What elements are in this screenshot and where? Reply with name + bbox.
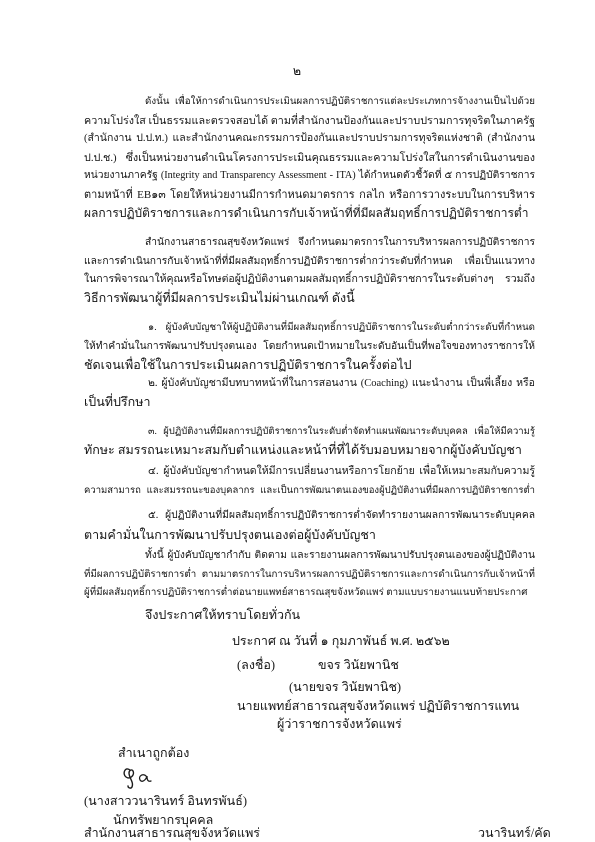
certified-copy-office: สำนักงานสาธารณสุขจังหวัดแพร่: [84, 826, 261, 840]
signer-on-behalf: ผู้ว่าราชการจังหวัดแพร่: [277, 717, 402, 731]
body-text-line: ผลการปฏิบัติราชการและการดำเนินการกับเจ้าหน้าที่ที่มีผลสัมฤทธิ์การปฏิบัติราชการต่ำ: [84, 206, 529, 220]
body-text-line: ดังนั้น เพื่อให้การดำเนินการประเมินผลการปฏิบัติราชการแต่ละประเภทการจ้างงานเป็นไปด้วย: [145, 96, 535, 107]
body-text-line: ความโปร่งใส เป็นธรรมและตรวจสอบได้ ตามที่สำนักงานป้องกันและปราบปรามการทุจริตในภาครัฐ: [84, 115, 536, 127]
body-text-line: ป.ป.ช.) ซึ่งเป็นหน่วยงานดำเนินโครงการประเมินคุณธรรมและความโปร่งใสในการดำเนินงานของ: [84, 152, 535, 164]
certified-copy-label: สำเนาถูกต้อง: [118, 746, 190, 760]
copied-by-note: วนารินทร์/คัด: [478, 826, 551, 840]
body-text-line: ๔. ผู้บังคับบัญชากำหนดให้มีการเปลี่ยนงานหรือการโยกย้าย เพื่อให้เหมาะสมกับความรู้: [148, 466, 535, 477]
body-text-line: สำนักงานสาธารณสุขจังหวัดแพร่ จึงกำหนดมาตรการในการบริหารผลการปฏิบัติราชการ: [145, 237, 535, 248]
body-text-line: ทักษะ สมรรถนะเหมาะสมกับตำแหน่งและหน้าที่ที่ได้รับมอบหมายจากผู้บังคับบัญชา: [84, 443, 522, 457]
body-text-line: ๑. ผู้บังคับบัญชาให้ผู้ปฏิบัติงานที่มีผลสัมฤทธิ์การปฏิบัติราชการในระดับต่ำกว่าระดับที่กำหนด: [148, 322, 535, 333]
signer-full-name: (นายขจร วินัยพานิช): [289, 680, 402, 694]
signed-label: (ลงชื่อ): [237, 658, 276, 672]
signed-name: ขจร วินัยพานิช: [318, 658, 399, 672]
page-number: ๒: [292, 64, 302, 78]
body-text-line: ๕. ผู้ปฏิบัติงานที่มีผลสัมฤทธิ์การปฏิบัติราชการต่ำจัดทำรายงานผลการพัฒนาระดับบุคคล: [148, 510, 535, 521]
certified-copy-name: (นางสาววนารินทร์ อินทรพันธ์): [84, 794, 248, 808]
body-text-line: ผู้ที่มีผลสัมฤทธิ์การปฏิบัติราชการต่ำต่อนายแพทย์สาธารณสุขจังหวัดแพร่ ตามแบบรายงานแนบท้ายประกาศ: [84, 587, 528, 598]
body-text-line: ทั้งนี้ ผู้บังคับบัญชากำกับ ติดตาม และรายงานผลการพัฒนาปรับปรุงตนเองของผู้ปฏิบัติงาน: [145, 550, 535, 561]
signer-position: นายแพทย์สาธารณสุขจังหวัดแพร่ ปฏิบัติราชการแทน: [237, 699, 520, 713]
body-text-line: เป็นที่ปรึกษา: [84, 395, 151, 409]
body-text-line: และการดำเนินการกับเจ้าหน้าที่ที่มีผลสัมฤทธิ์การปฏิบัติราชการต่ำกว่าระดับที่กำหนด เพื่อเป็นแนวทาง: [84, 256, 535, 267]
body-text-line: (สำนักงาน ป.ป.ท.) และสำนักงานคณะกรรมการป้องกันและปราบปรามการทุจริตแห่งชาติ (สำนักงาน: [84, 133, 535, 144]
body-text-line: ให้ทำคำมั่นในการพัฒนาปรับปรุงตนเอง โดยกำหนดเป้าหมายในระดับอันเป็นที่พอใจของทางราชการให้: [84, 341, 535, 352]
body-text-line: ชัดเจนเพื่อใช้ในการประเมินผลการปฏิบัติราชการในครั้งต่อไป: [84, 358, 412, 372]
body-text-line: ตามหน้าที่ EB๑๓ โดยให้หน่วยงานมีการกำหนดมาตรการ กลไก หรือการวางระบบในการบริหาร: [84, 189, 535, 201]
body-text-line: ๓. ผู้ปฏิบัติงานที่มีผลการปฏิบัติราชการในระดับต่ำจัดทำแผนพัฒนาระดับบุคคล เพื่อให้มีความรู้: [148, 427, 535, 437]
certified-copy-position: นักทรัพยากรบุคคล: [113, 813, 214, 827]
announcement-line: จึงประกาศให้ทราบโดยทั่วกัน: [145, 608, 301, 622]
date-line: ประกาศ ณ วันที่ ๑ กุมภาพันธ์ พ.ศ. ๒๕๖๒: [232, 634, 450, 648]
body-text-line: ตามคำมั่นในการพัฒนาปรับปรุงตนเองต่อผู้บังคับบัญชา: [84, 528, 376, 542]
body-text-line: ๒. ผู้บังคับบัญชามีบทบาทหน้าที่ในการสอนงาน (Coaching) แนะนำงาน เป็นพี่เลี้ยง หรือ: [148, 378, 535, 389]
body-text-line: ที่มีผลการปฏิบัติราชการต่ำ ตามมาตรการในการบริหารผลการปฏิบัติราชการและการดำเนินการกับเจ้าหน้าที่: [84, 569, 535, 580]
body-text-line: ในการพิจารณาให้คุณหรือโทษต่อผู้ปฏิบัติงานตามผลสัมฤทธิ์การปฏิบัติราชการในระดับต่างๆ รวมถึง: [84, 274, 535, 285]
body-text-line: หน่วยงานภาครัฐ (Integrity and Transparency Assessment - ITA) ได้กำหนดตัวชี้วัดที่ ๕ การปฏิบัติราชการ: [84, 170, 535, 181]
body-text-line: วิธีการพัฒนาผู้ที่มีผลการประเมินไม่ผ่านเกณฑ์ ดังนี้: [84, 291, 355, 305]
handwritten-signature: [120, 762, 164, 790]
body-text-line: ความสามารถ และสมรรถนะของบุคลากร และเป็นการพัฒนาตนเองของผู้ปฏิบัติงานที่มีผลการปฏิบัติราชการต่ำ: [84, 486, 535, 496]
